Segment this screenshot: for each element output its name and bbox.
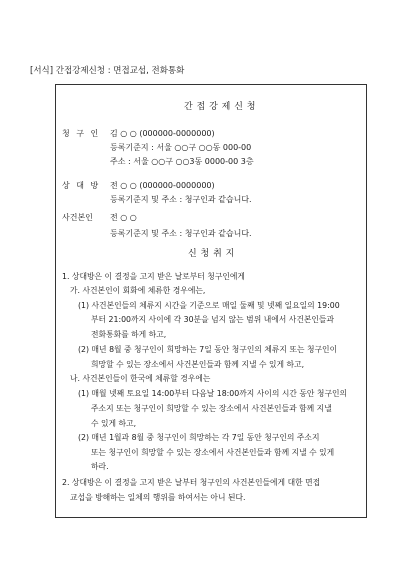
clause-1-na-2-cont: 하라. (91, 462, 109, 471)
respondent-label: 상 대 방 (62, 181, 101, 190)
principal-registration: 등록기준지 및 주소 : 청구인과 같습니다. (110, 229, 252, 238)
applicant-registration: 등록기준지 : 서울 ○○구 ○○동 000-00 (110, 143, 252, 152)
clause-1-ga-2: (2) 매년 8월 중 청구인이 희망하는 7일 동안 청구인의 체류지 또는 청구인이 (78, 345, 338, 354)
clause-1-na-2-cont: 또는 청구인이 희망할 수 있는 장소에서 사건본인들과 함께 지낼 수 있게 (91, 448, 335, 457)
clause-1-na-2: (2) 매년 1월과 8월 중 청구인이 희망하는 각 7일 동안 청구인의 주소지 (78, 433, 320, 442)
principal-label: 사건본인 (62, 213, 93, 222)
applicant-address: 주소 : 서울 ○○구 ○○3동 0000-00 3층 (110, 157, 254, 166)
clause-1-na-1-cont: 주소지 또는 청구인이 희망할 수 있는 장소에서 사건본인들과 함께 지낼 (91, 404, 332, 413)
document-title: 간 접 강 제 신 청 (184, 102, 256, 112)
clause-1-ga-1-cont: 전화통화를 하게 하고, (91, 330, 167, 339)
form-caption: [서식] 간접강제신청 : 면접교섭, 전화통화 (30, 66, 185, 76)
clause-1-ga-1-cont: 부터 21:00까지 사이에 각 30분을 넘지 않는 범위 내에서 사건본인들과 (91, 315, 334, 324)
applicant-label: 청 구 인 (62, 129, 101, 138)
clause-1-na-1: (1) 매월 넷째 토요일 14:00부터 다음날 18:00까지 사이의 시간 동안 청구인의 (78, 389, 348, 398)
clause-2: 2. 상대방은 이 결정을 고지 받은 날부터 청구인의 사건본인들에게 대한 면접 (62, 478, 321, 487)
clause-1: 1. 상대방은 이 결정을 고지 받은 날로부터 청구인에게 (62, 272, 245, 281)
clause-1-ga-1: (1) 사건본인들의 체류지 시간을 기준으로 매일 둘째 및 넷째 일요일의 19:00 (78, 301, 340, 310)
principal-name: 전 ○ ○ (110, 213, 137, 222)
clause-1-na-1-cont: 수 있게 하고, (91, 419, 137, 428)
clause-1-ga-2-cont: 희망할 수 있는 장소에서 사건본인들과 함께 지낼 수 있게 하고, (91, 360, 305, 369)
respondent-name: 전 ○ ○ (000000-0000000) (110, 181, 215, 190)
purpose-title: 신 청 취 지 (188, 249, 235, 259)
clause-2-cont: 교섭을 방해하는 일체의 행위를 하여서는 아니 된다. (70, 493, 246, 502)
clause-1-na: 나. 사건본인들이 한국에 체류할 경우에는 (70, 374, 211, 383)
respondent-registration: 등록기준지 및 주소 : 청구인과 같습니다. (110, 195, 252, 204)
clause-1-ga: 가. 사건본인이 회화에 체류한 경우에는, (70, 286, 206, 295)
applicant-name: 김 ○ ○ (000000-0000000) (110, 129, 215, 138)
